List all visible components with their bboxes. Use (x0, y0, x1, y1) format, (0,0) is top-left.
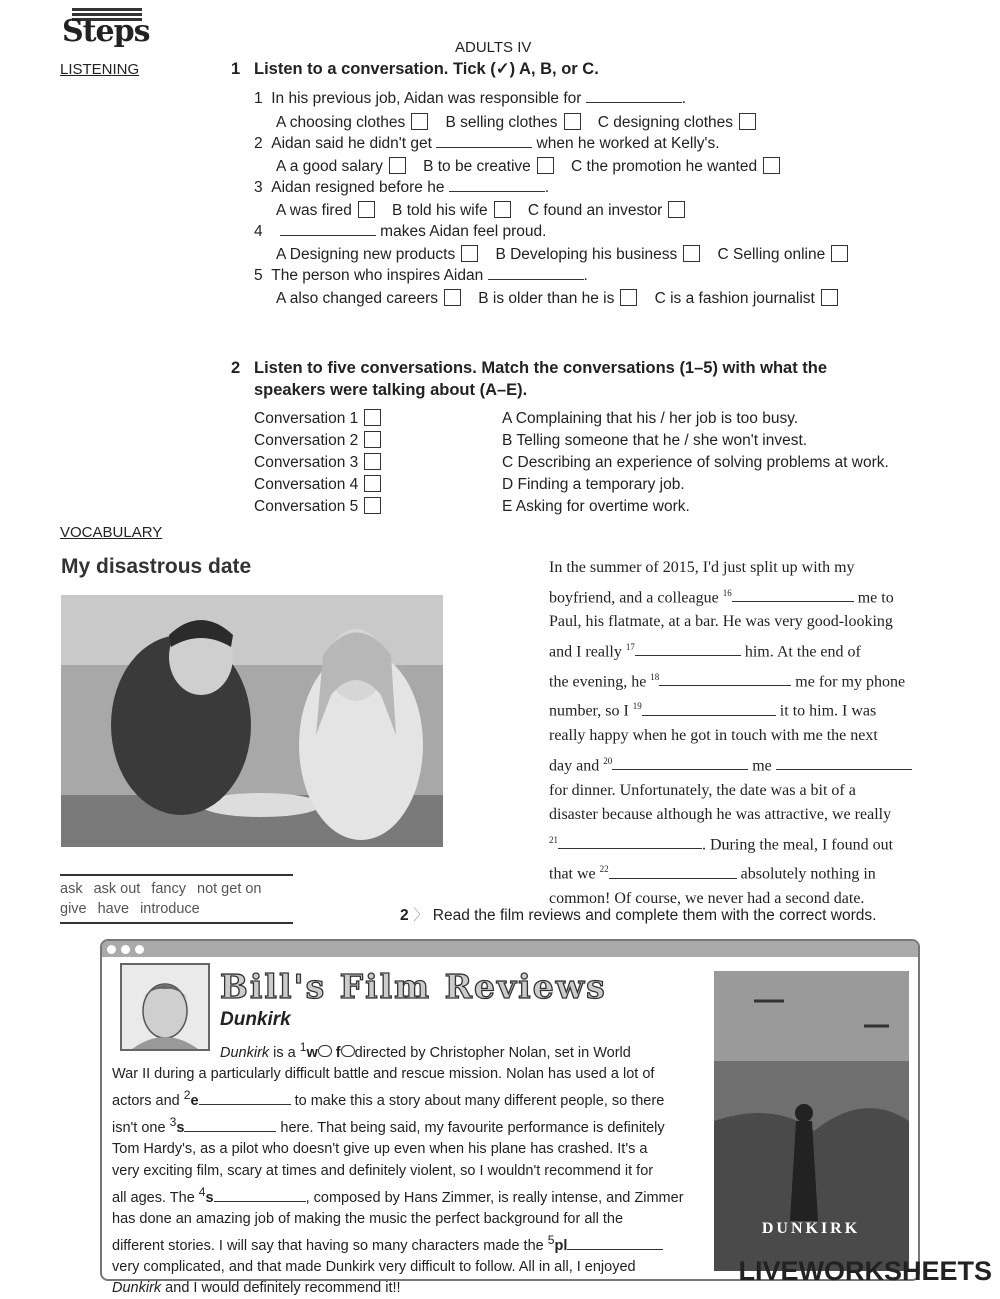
option-b: B to be creative (423, 158, 531, 175)
exercise-number: 2 (400, 907, 409, 924)
question-stem: The person who inspires Aidan (271, 267, 484, 284)
story-text-part: the evening, he (549, 672, 647, 690)
tick-box[interactable] (668, 201, 685, 218)
story-text-part: me to (857, 588, 894, 606)
story-line (549, 635, 949, 665)
review-line: War II during a particularly difficult battle and rescue mission. Nolan has used a lot of (112, 1066, 655, 1083)
question-number: 4 (254, 223, 263, 240)
gap-3[interactable] (184, 1131, 276, 1132)
gap-20b[interactable] (776, 769, 912, 770)
option-a: A a good salary (276, 158, 383, 175)
question-stem-end: . (681, 90, 687, 107)
answer-blank[interactable] (280, 235, 376, 236)
section-vocabulary: VOCABULARY (60, 524, 163, 541)
tick-box[interactable] (537, 157, 554, 174)
topic-item: A Complaining that his / her job is too busy. (502, 410, 799, 427)
match-box[interactable] (364, 497, 381, 514)
gap-prefix: f (331, 1044, 341, 1061)
question-stem-end: . (583, 267, 588, 284)
couple-image (61, 595, 443, 847)
topic-list (502, 408, 889, 518)
answer-blank[interactable] (586, 102, 682, 103)
gap-22[interactable] (609, 878, 737, 879)
review-part: directed by Christopher Nolan, set in World (354, 1044, 631, 1061)
conversation-row (254, 474, 381, 496)
gap-prefix: e (190, 1093, 199, 1110)
gap-21[interactable] (558, 848, 702, 849)
topic-item: D Finding a temporary job. (502, 476, 685, 493)
word-bank-words (60, 876, 293, 922)
word: fancy (151, 881, 186, 897)
gap-17[interactable] (635, 655, 741, 656)
question-4 (254, 223, 546, 241)
gap-prefix: pl (554, 1237, 568, 1254)
ex1-instruction: Listen to a conversation. Tick (✓) A, B, or C. (254, 60, 599, 78)
question-number: 3 (254, 179, 263, 196)
level-title: ADULTS IV (455, 39, 532, 56)
story-text-part: . During the meal, I found out (702, 835, 894, 853)
review-line (112, 1112, 702, 1139)
conversation-row (254, 408, 381, 430)
word: give (60, 901, 87, 917)
option-b: B told his wife (392, 202, 488, 219)
movie-title: Dunkirk (220, 1009, 291, 1030)
word-bank-row (60, 879, 293, 899)
gap-20a[interactable] (612, 769, 748, 770)
story-line: really happy when he got in touch with me the next (549, 727, 878, 745)
gap-prefix: s (205, 1189, 214, 1206)
question-number: 5 (254, 267, 263, 284)
film-reviews-banner: Bill's Film Reviews (220, 967, 607, 1006)
tick-box[interactable] (620, 289, 637, 306)
option-b: B selling clothes (445, 114, 558, 131)
word: have (97, 901, 130, 917)
word: ask out (93, 881, 141, 897)
review-part: different stories. I will say that having so many characters made the (112, 1237, 548, 1254)
review-part: Dunkirk (220, 1044, 270, 1061)
review-part: and I would definitely recommend it!! (161, 1280, 401, 1297)
match-box[interactable] (364, 453, 381, 470)
story-text-part: that we (549, 865, 596, 883)
ex2-film-instruction: 2 〉 Read the film reviews and complete them with the correct words. (400, 907, 877, 924)
story-line (549, 665, 949, 695)
story-text (549, 556, 949, 912)
gap-prefix: w (306, 1044, 318, 1061)
option-c: C Selling online (717, 246, 826, 263)
gap-4[interactable] (214, 1201, 306, 1202)
question-stem-end: when he worked at Kelly's. (536, 135, 720, 152)
conversation-row (254, 452, 381, 474)
tick-box[interactable] (461, 245, 478, 262)
conversation-row (254, 496, 381, 518)
gap-1b[interactable] (341, 1045, 355, 1057)
answer-blank[interactable] (436, 147, 532, 148)
story-line: common! Of course, we never had a second date. (549, 890, 865, 908)
review-line (112, 1085, 702, 1112)
review-part: to make this a story about many different people, so there (290, 1093, 665, 1110)
conversation-label: Conversation 1 (254, 410, 359, 427)
option-a: A also changed careers (276, 290, 438, 307)
gap-number: 19 (632, 701, 642, 712)
option-a: A choosing clothes (276, 114, 406, 131)
gap-18[interactable] (659, 685, 791, 686)
tick-box[interactable] (831, 245, 848, 262)
review-part: all ages. The (112, 1189, 199, 1206)
gap-number: 2 (183, 1088, 191, 1103)
story-line (549, 749, 949, 779)
question-number: 2 (254, 135, 263, 152)
tick-box[interactable] (444, 289, 461, 306)
question-stem-end: . (544, 179, 550, 196)
word: ask (60, 881, 83, 897)
option-b: B is older than he is (478, 290, 615, 307)
gap-number: 21 (549, 834, 558, 845)
word-bank (60, 874, 293, 924)
gap-number: 16 (722, 587, 732, 598)
answer-blank[interactable] (449, 191, 545, 192)
story-text-part: and I really (549, 643, 622, 661)
story-line (549, 828, 949, 858)
tick-box[interactable] (683, 245, 700, 262)
options-1 (276, 113, 756, 132)
instruction-text: Read the film reviews and complete them with the correct words. (432, 907, 877, 924)
option-a: A Designing new products (276, 246, 456, 263)
topic-item: C Describing an experience of solving problems at work. (502, 454, 889, 471)
review-line: very complicated, and that made Dunkirk very difficult to follow. All in all, I enjoyed (112, 1258, 636, 1275)
word: introduce (140, 901, 200, 917)
match-box[interactable] (364, 475, 381, 492)
story-line: Paul, his flatmate, at a bar. He was very good-looking (549, 613, 893, 631)
conversation-label: Conversation 3 (254, 454, 359, 471)
match-box[interactable] (364, 409, 381, 426)
question-stem-end: makes Aidan feel proud. (380, 223, 547, 240)
gap-number: 22 (599, 864, 609, 875)
review-part: here. That being said, my favourite performance is definitely (276, 1120, 665, 1137)
story-text-part: me (752, 757, 772, 775)
ex2-instruction-line2: speakers were talking about (A–E). (254, 381, 528, 399)
story-text-part: absolutely nothing in (740, 865, 876, 883)
question-stem: In his previous job, Aidan was responsible for (271, 90, 582, 107)
review-part: isn't one (112, 1120, 170, 1137)
tick-box[interactable] (739, 113, 756, 130)
option-a: A was fired (276, 202, 352, 219)
ex1-number: 1 (231, 60, 241, 78)
story-text-part: day and (549, 757, 600, 775)
gap-2[interactable] (199, 1104, 291, 1105)
dunkirk-poster (714, 971, 909, 1271)
question-1 (254, 90, 686, 108)
tick-box[interactable] (763, 157, 780, 174)
options-4 (276, 245, 848, 264)
question-number: 1 (254, 90, 263, 107)
story-line: for dinner. Unfortunately, the date was a bit of a (549, 781, 856, 799)
gap-number: 3 (169, 1115, 177, 1130)
options-2 (276, 157, 780, 176)
story-line: In the summer of 2015, I'd just split up with my (549, 559, 855, 576)
story-text-part: boyfriend, and a colleague (549, 588, 719, 606)
review-line (112, 1037, 702, 1064)
tick-box[interactable] (358, 201, 375, 218)
gap-number: 1 (299, 1040, 307, 1054)
option-c: C the promotion he wanted (571, 158, 758, 175)
gap-number: 18 (650, 671, 660, 682)
word: not get on (197, 881, 262, 897)
story-text-part: him. At the end of (744, 643, 861, 661)
word-bank-row (60, 899, 293, 919)
review-part: , composed by Hans Zimmer, is really intense, and Zimmer (305, 1189, 684, 1206)
tick-box[interactable] (494, 201, 511, 218)
tick-box[interactable] (389, 157, 406, 174)
tick-box[interactable] (411, 113, 428, 130)
steps-logo: Steps (62, 14, 150, 49)
options-5 (276, 289, 838, 308)
gap-19[interactable] (642, 715, 776, 716)
answer-blank[interactable] (488, 279, 584, 280)
question-stem: Aidan said he didn't get (271, 135, 432, 152)
conversation-list (254, 408, 381, 518)
gap-number: 4 (198, 1184, 206, 1199)
gap-16[interactable] (732, 601, 854, 602)
tick-box[interactable] (821, 289, 838, 306)
liveworksheets-watermark: LIVEWORKSHEETS (738, 1256, 992, 1286)
story-line: disaster because although he was attractive, we really (549, 806, 892, 824)
story-text-part: number, so I (549, 702, 629, 720)
poster-title: DUNKIRK (761, 1220, 861, 1237)
ex2-instruction-line1: Listen to five conversations. Match the conversations (1–5) with what the (254, 359, 828, 377)
option-c: C designing clothes (597, 114, 734, 131)
conversation-label: Conversation 5 (254, 498, 359, 515)
review-part: actors and (112, 1093, 184, 1110)
gap-number: 5 (547, 1232, 555, 1247)
story-line (549, 857, 949, 887)
option-b: B Developing his business (495, 246, 678, 263)
film-review-panel (100, 939, 920, 1297)
review-text (112, 1037, 702, 1299)
options-3 (276, 201, 685, 220)
gap-1a[interactable] (318, 1045, 332, 1057)
question-stem: Aidan resigned before he (271, 179, 445, 196)
review-line (112, 1278, 702, 1299)
window-bar (102, 941, 918, 957)
review-line (112, 1182, 702, 1209)
topic-item: E Asking for overtime work. (502, 498, 690, 515)
gap-prefix: s (176, 1120, 185, 1137)
gap-5[interactable] (567, 1249, 663, 1250)
review-line: very exciting film, scary at times and definitely violent, so I wouldn't recommend it for (112, 1162, 654, 1179)
ex2-number: 2 (231, 359, 241, 377)
gap-number: 20 (603, 755, 613, 766)
review-part: is a (269, 1044, 300, 1061)
review-line: has done an amazing job of making the music the perfect background for all the (112, 1210, 624, 1227)
date-photo (61, 595, 443, 847)
story-text-part: it to him. I was (779, 702, 877, 720)
match-box[interactable] (364, 431, 381, 448)
question-3 (254, 179, 549, 197)
review-line (112, 1230, 702, 1257)
review-part: Dunkirk (112, 1280, 162, 1297)
option-c: C is a fashion journalist (654, 290, 815, 307)
section-listening: LISTENING (60, 61, 140, 78)
tick-box[interactable] (564, 113, 581, 130)
story-title: My disastrous date (61, 555, 252, 578)
gap-number: 17 (625, 641, 635, 652)
option-c: C found an investor (527, 202, 663, 219)
conversation-row (254, 430, 381, 452)
story-line (549, 581, 949, 611)
review-line: Tom Hardy's, as a pilot who doesn't give up even when his plane has crashed. It's a (112, 1141, 648, 1158)
question-5 (254, 267, 588, 285)
story-line (549, 694, 949, 724)
question-2 (254, 135, 720, 153)
conversation-label: Conversation 4 (254, 476, 359, 493)
topic-item: B Telling someone that he / she won't invest. (502, 432, 808, 449)
conversation-label: Conversation 2 (254, 432, 359, 449)
story-text-part: me for my phone (795, 672, 906, 690)
